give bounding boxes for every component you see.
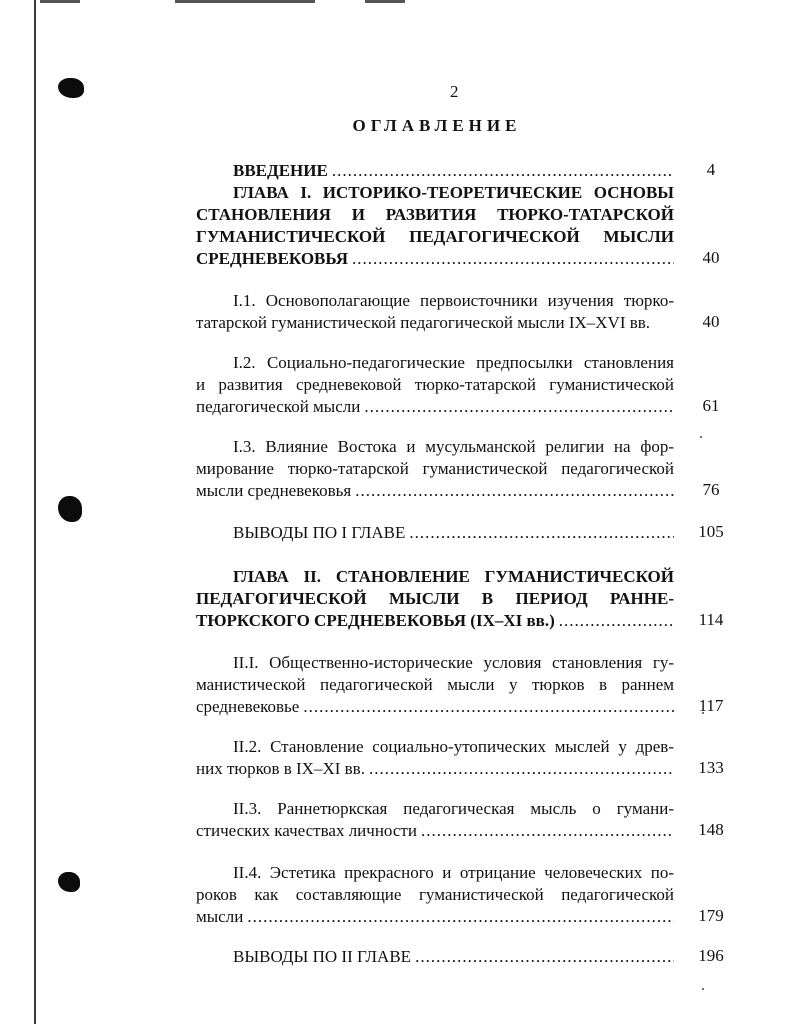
- punch-hole-blot: [58, 496, 82, 522]
- toc-entry-section-1-1-cont: [196, 312, 674, 334]
- toc-entry-section-2-3-cont: [196, 820, 674, 842]
- entry-page-number: 196: [698, 946, 724, 965]
- entry-title-line: стических качествах личности: [196, 821, 417, 840]
- toc-entry-section-2-1-cont: [196, 674, 674, 718]
- entry-title-line: роков как составляющие гуманистической педагогической: [196, 885, 674, 904]
- entry-title-line: мирование тюрко-татарской гуманистической педагогической: [196, 459, 674, 478]
- entry-title-line: СРЕДНЕВЕКОВЬЯ: [196, 249, 349, 268]
- entry-title-line: I.2. Социально-педагогические предпосылки становления: [233, 353, 674, 372]
- toc-entry-section-2-4-cont: [196, 884, 674, 928]
- toc-entry-section-1-3-cont: [196, 458, 674, 502]
- leader-dots: [303, 696, 674, 718]
- entry-title-line: II.3. Раннетюркская педагогическая мысль о гумани-: [233, 799, 674, 818]
- entry-title-line: II.4. Эстетика прекрасного и отрицание человеческих по-: [233, 863, 674, 882]
- toc-entry-chapter-1-cont: [196, 204, 674, 270]
- entry-title-line: ПЕДАГОГИЧЕСКОЙ МЫСЛИ В ПЕРИОД РАННЕ-: [196, 589, 674, 608]
- entry-title-line: них тюрков в IX–XI вв.: [196, 759, 365, 778]
- entry-page-number: 61: [702, 396, 720, 415]
- toc-entry-section-2-2-cont: [196, 758, 674, 780]
- leader-dots: [409, 522, 674, 544]
- toc-entry-chapter-2-cont: [196, 588, 674, 632]
- entry-title-line: I.3. Влияние Востока и мусульманской религии на фор-: [233, 437, 674, 456]
- entry-title-line: II.I. Общественно-исторические условия становления гу-: [233, 653, 674, 672]
- leader-dots: [247, 906, 674, 928]
- entry-title-line: средневековье: [196, 697, 300, 716]
- toc-entry-section-2-2[interactable]: [233, 736, 674, 758]
- leader-dots: [332, 160, 674, 182]
- punch-hole-blot: [58, 872, 80, 892]
- scan-top-mark: [40, 0, 80, 3]
- page-number: 2: [450, 82, 459, 101]
- toc-entry-conclusions-1[interactable]: [233, 522, 674, 544]
- entry-title-line: и развития средневековой тюрко-татарской гуманистической: [196, 375, 674, 394]
- scan-speck: [700, 436, 702, 438]
- entry-title-line: ТЮРКСКОГО СРЕДНЕВЕКОВЬЯ (IX–XI вв.): [196, 611, 555, 630]
- leader-dots: [369, 758, 674, 780]
- entry-page-number: 117: [698, 696, 724, 715]
- entry-page-number: 4: [706, 160, 716, 179]
- leader-dots: [364, 396, 674, 418]
- toc-entry-section-1-2-cont: [196, 374, 674, 418]
- entry-page-number: 133: [698, 758, 724, 777]
- entry-page-number: 114: [698, 610, 724, 629]
- toc-entry-section-1-2[interactable]: [233, 352, 674, 374]
- entry-title-line: СТАНОВЛЕНИЯ И РАЗВИТИЯ ТЮРКО-ТАТАРСКОЙ: [196, 205, 674, 224]
- toc-entry-conclusions-2[interactable]: [233, 946, 674, 968]
- leader-dots: [421, 820, 674, 842]
- toc-entry-section-1-1[interactable]: [233, 290, 674, 312]
- punch-hole-blot: [58, 78, 84, 98]
- entry-page-number: 179: [698, 906, 724, 925]
- entry-title: ВЫВОДЫ ПО II ГЛАВЕ: [233, 947, 412, 966]
- toc-entry-chapter-2[interactable]: [233, 566, 674, 588]
- scan-edge-line: [34, 0, 36, 1024]
- entry-title-line: ГЛАВА I. ИСТОРИКО-ТЕОРЕТИЧЕСКИЕ ОСНОВЫ: [233, 183, 674, 202]
- toc-entry-section-1-3[interactable]: [233, 436, 674, 458]
- toc-entry-chapter-1[interactable]: [233, 182, 674, 204]
- entry-title: ВЫВОДЫ ПО I ГЛАВЕ: [233, 523, 406, 542]
- entry-title-line: манистической педагогической мысли у тюрков в раннем: [196, 675, 674, 694]
- entry-title-line: II.2. Становление социально-утопических мыслей у древ-: [233, 737, 674, 756]
- scan-top-mark: [175, 0, 315, 3]
- toc-entry-section-2-1[interactable]: [233, 652, 674, 674]
- entry-title-line: ГЛАВА II. СТАНОВЛЕНИЕ ГУМАНИСТИЧЕСКОЙ: [233, 567, 674, 586]
- leader-dots: [559, 610, 674, 632]
- scan-speck: [702, 988, 704, 990]
- entry-title-line: ГУМАНИСТИЧЕСКОЙ ПЕДАГОГИЧЕСКОЙ МЫСЛИ: [196, 227, 674, 246]
- leader-dots: [352, 248, 674, 270]
- entry-title-line: I.1. Основополагающие первоисточники изучения тюрко-: [233, 291, 674, 310]
- entry-title-line: мысли средневековья: [196, 481, 352, 500]
- entry-page-number: 40: [702, 248, 720, 267]
- entry-title-line: мысли: [196, 907, 244, 926]
- leader-dots: [415, 946, 674, 968]
- entry-page-number: 148: [698, 820, 724, 839]
- toc-entry-section-2-4[interactable]: [233, 862, 674, 884]
- toc-entry-introduction[interactable]: [233, 160, 674, 182]
- entry-page-number: 76: [702, 480, 720, 499]
- toc-entry-section-2-3[interactable]: [233, 798, 674, 820]
- leader-dots: [355, 480, 674, 502]
- entry-page-number: 40: [702, 312, 720, 331]
- entry-title-line: татарской гуманистической педагогической мысли IX–XVI вв.: [196, 313, 651, 332]
- scan-top-mark: [365, 0, 405, 3]
- entry-page-number: 105: [698, 522, 724, 541]
- entry-title: ВВЕДЕНИЕ: [233, 161, 328, 180]
- toc-heading: ОГЛАВЛЕНИЕ: [352, 116, 522, 135]
- entry-title-line: педагогической мысли: [196, 397, 361, 416]
